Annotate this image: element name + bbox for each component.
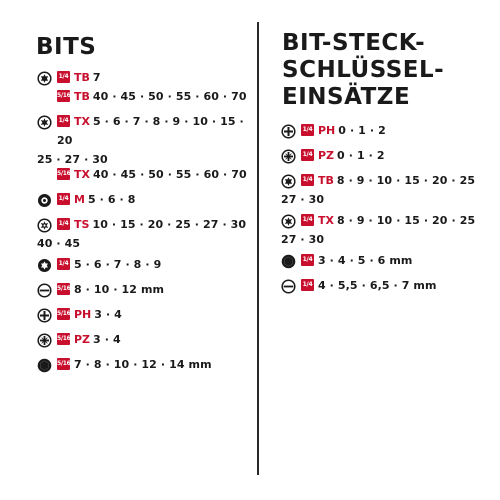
heading-line: SCHLÜSSEL- bbox=[282, 57, 445, 83]
spec-line bbox=[37, 152, 252, 167]
size-values: 0 · 1 · 2 bbox=[337, 149, 385, 162]
drive-type-label: TS bbox=[74, 218, 90, 231]
drive-size-badge: 1/4 bbox=[301, 174, 314, 186]
spec-line bbox=[37, 70, 252, 89]
drive-size-badge: 5/16 bbox=[57, 168, 70, 180]
spec-row bbox=[37, 114, 252, 186]
drive-size-badge: 1/4 bbox=[301, 124, 314, 136]
drive-type-label: TB bbox=[74, 90, 90, 103]
drive-size-badge: 1/4 bbox=[57, 193, 70, 205]
drive-type-label: PZ bbox=[74, 333, 91, 346]
size-values: 3 · 4 · 5 · 6 mm bbox=[318, 254, 413, 267]
spec-line bbox=[281, 173, 491, 192]
drive-size-badge: 1/4 bbox=[57, 258, 70, 270]
spec-row bbox=[281, 213, 491, 247]
spec-line bbox=[37, 282, 252, 301]
size-values: 8 · 9 · 10 · 15 · 20 · 25 bbox=[336, 174, 476, 187]
bits-heading bbox=[36, 34, 96, 61]
drive-size-badge: 5/16 bbox=[57, 333, 70, 345]
spec-line bbox=[37, 167, 252, 186]
spec-line bbox=[37, 89, 252, 108]
spec-line bbox=[37, 236, 252, 251]
size-values: 40 · 45 · 50 · 55 · 60 · 70 bbox=[92, 90, 247, 103]
spec-line bbox=[281, 278, 491, 297]
drive-size-badge: 5/16 bbox=[57, 283, 70, 295]
heading-line: BIT-STECK- bbox=[282, 30, 426, 56]
drive-type-label: TX bbox=[74, 115, 90, 128]
spec-row bbox=[37, 192, 252, 211]
size-values: 5 · 6 · 8 bbox=[87, 193, 136, 206]
drive-size-badge: 5/16 bbox=[57, 358, 70, 370]
drive-size-badge: 5/16 bbox=[57, 90, 70, 102]
spec-line bbox=[37, 307, 252, 326]
spec-line bbox=[37, 257, 252, 276]
spec-row bbox=[37, 70, 252, 108]
drive-size-badge: 1/4 bbox=[301, 254, 314, 266]
column-divider bbox=[257, 22, 259, 475]
drive-size-badge: 1/4 bbox=[57, 71, 70, 83]
bit-socket-list bbox=[281, 123, 491, 303]
size-values: 3 · 4 bbox=[94, 308, 122, 321]
heading-line: BITS bbox=[36, 34, 97, 60]
spec-row bbox=[281, 123, 491, 142]
drive-type-label: TB bbox=[318, 174, 334, 187]
size-values: 8 · 10 · 12 mm bbox=[74, 283, 165, 296]
drive-type-label: M bbox=[74, 193, 85, 206]
spec-row bbox=[281, 148, 491, 167]
spec-line bbox=[37, 217, 252, 236]
spec-row bbox=[37, 357, 252, 376]
size-values: 7 · 8 · 10 · 12 · 14 mm bbox=[74, 358, 212, 371]
spec-line bbox=[37, 332, 252, 351]
spec-line bbox=[37, 192, 252, 211]
spec-line bbox=[281, 148, 491, 167]
drive-size-badge: 1/4 bbox=[301, 279, 314, 291]
drive-size-badge: 1/4 bbox=[301, 149, 314, 161]
size-values: 5 · 6 · 7 · 8 · 9 bbox=[74, 258, 162, 271]
size-values: 0 · 1 · 2 bbox=[338, 124, 386, 137]
size-values: 4 · 5,5 · 6,5 · 7 mm bbox=[318, 279, 437, 292]
size-values: 27 · 30 bbox=[281, 233, 325, 246]
spec-line bbox=[281, 123, 491, 142]
spec-row bbox=[281, 253, 491, 272]
size-values: 7 bbox=[92, 71, 101, 84]
size-values: 10 · 15 · 20 · 25 · 27 · 30 bbox=[92, 218, 247, 231]
bits-list bbox=[37, 70, 252, 382]
drive-size-badge: 1/4 bbox=[57, 115, 70, 127]
spec-row bbox=[281, 173, 491, 207]
size-values: 40 · 45 · 50 · 55 · 60 · 70 bbox=[92, 168, 247, 181]
drive-type-label: PH bbox=[74, 308, 92, 321]
drive-size-badge: 5/16 bbox=[57, 308, 70, 320]
spec-row bbox=[37, 282, 252, 301]
drive-type-label: TB bbox=[74, 71, 90, 84]
drive-type-label: PH bbox=[318, 124, 336, 137]
size-values: 8 · 9 · 10 · 15 · 20 · 25 bbox=[336, 214, 476, 227]
size-values: 5 · 6 · 7 · 8 · 9 · 10 · 15 · 20 bbox=[57, 115, 244, 147]
spec-line bbox=[37, 357, 252, 376]
spec-row bbox=[281, 278, 491, 297]
spec-row bbox=[37, 332, 252, 351]
drive-type-label: TX bbox=[74, 168, 90, 181]
drive-size-badge: 1/4 bbox=[301, 214, 314, 226]
drive-type-label: TX bbox=[318, 214, 334, 227]
spec-line bbox=[37, 114, 252, 152]
spec-row bbox=[37, 217, 252, 251]
spec-line bbox=[281, 232, 491, 247]
bit-socket-heading bbox=[282, 30, 444, 111]
heading-line: EINSÄTZE bbox=[282, 84, 411, 110]
size-values: 27 · 30 bbox=[281, 193, 325, 206]
spec-row bbox=[37, 257, 252, 276]
spec-line bbox=[281, 253, 491, 272]
drive-type-label: PZ bbox=[318, 149, 335, 162]
size-values: 3 · 4 bbox=[93, 333, 121, 346]
spec-line bbox=[281, 213, 491, 232]
spec-row bbox=[37, 307, 252, 326]
size-values: 25 · 27 · 30 bbox=[37, 153, 108, 166]
spec-line bbox=[281, 192, 491, 207]
size-values: 40 · 45 bbox=[37, 237, 81, 250]
drive-size-badge: 1/4 bbox=[57, 218, 70, 230]
